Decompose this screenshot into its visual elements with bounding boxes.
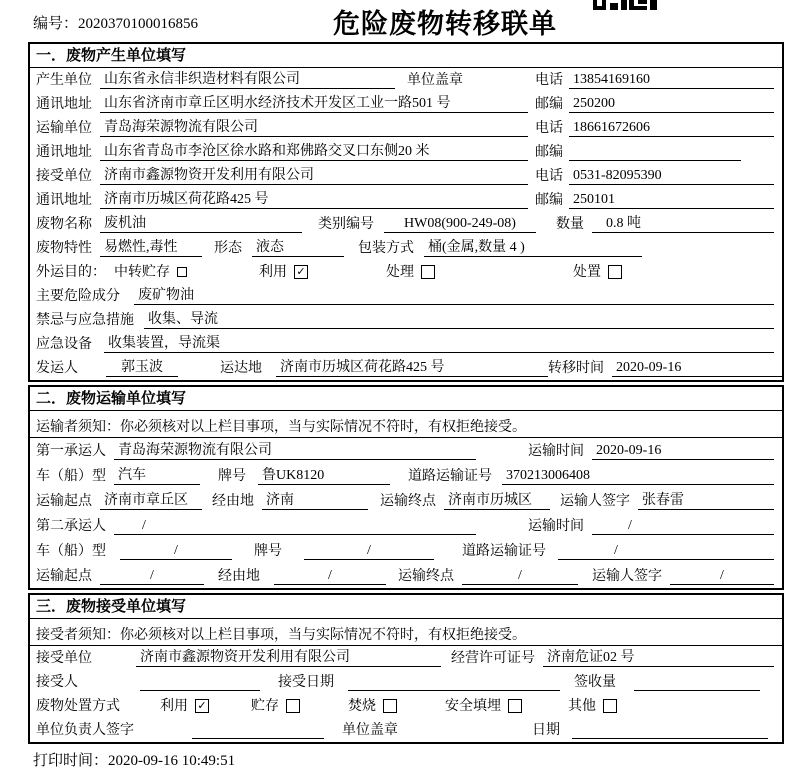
waste-form-label: 形态	[214, 241, 242, 256]
transport-address-value: 山东省青岛市李沧区徐水路和郑佛路交叉口东侧20 米	[100, 140, 528, 161]
route1-via-label: 经由地	[212, 494, 254, 509]
waste-pack-value: 桶(金属,数量 4 )	[424, 236, 642, 257]
route1-start-label: 运输起点	[36, 494, 92, 509]
route1-via-value: 济南	[262, 489, 368, 510]
transport-address-row	[30, 140, 782, 164]
transport-zip-value	[569, 145, 741, 161]
disposal-label: 废物处置方式	[36, 699, 120, 714]
carrier2-time-label: 运输时间	[528, 519, 584, 534]
route2-end-value: /	[462, 568, 578, 585]
serial-number-line	[33, 12, 198, 33]
section-3-title: 三．废物接受单位填写	[30, 595, 782, 619]
receive-zip-label: 邮编	[535, 193, 563, 208]
print-time-line	[33, 749, 235, 768]
checkbox-icon	[603, 699, 617, 713]
purpose-row	[30, 260, 782, 284]
receive-unit-value: 济南市鑫源物资开发利用有限公司	[100, 164, 528, 185]
vehicle2-type-value: /	[120, 543, 232, 560]
purpose-option-transfer-storage	[114, 261, 187, 281]
receive-unit-value-s3: 济南市鑫源物资开发利用有限公司	[136, 646, 441, 667]
receive-zip-value: 250101	[569, 192, 774, 209]
receive-address-value: 济南市历城区荷花路425 号	[100, 188, 528, 209]
vehicle1-type-value: 汽车	[114, 464, 200, 485]
vehicle1-plate-label: 牌号	[218, 469, 246, 484]
hazard-label: 主要危险成分	[36, 289, 120, 304]
producer-row	[30, 68, 782, 92]
carrier1-value: 青岛海荣源物流有限公司	[114, 439, 476, 460]
dispatch-row	[30, 356, 782, 380]
producer-value: 山东省永信非织造材料有限公司	[100, 68, 395, 89]
checkbox-icon	[177, 267, 187, 277]
purpose-option-label: 利用	[259, 265, 287, 280]
carrier2-time-value: /	[592, 518, 774, 535]
transport-phone-value: 18661672606	[569, 120, 774, 137]
equipment-row	[30, 332, 782, 356]
vehicle2-cert-label: 道路运输证号	[462, 544, 546, 559]
accept-date-value	[348, 675, 560, 691]
equipment-label: 应急设备	[36, 337, 92, 352]
unit-seal-label: 单位盖章	[407, 73, 463, 88]
route1-row	[30, 488, 782, 513]
carrier1-time-label: 运输时间	[528, 444, 584, 459]
seal-date-value	[572, 723, 768, 739]
waste-props-label: 废物特性	[36, 241, 92, 256]
waste-name-row	[30, 212, 782, 236]
sign-qty-value	[634, 675, 760, 691]
purpose-option-dispose	[573, 261, 622, 281]
disposal-option-label: 焚烧	[348, 699, 376, 714]
transport-unit-row	[30, 116, 782, 140]
producer-phone-label: 电话	[535, 73, 563, 88]
signature-row	[30, 718, 782, 742]
vehicle1-cert-value: 370213006408	[502, 468, 774, 485]
hazard-row	[30, 284, 782, 308]
checkbox-icon	[286, 699, 300, 713]
receive-unit-label: 接受单位	[36, 169, 92, 184]
transporter-notice: 运输者须知：你必须核对以上栏目事项，当与实际情况不符时，有权拒绝接受。	[30, 411, 782, 438]
carrier1-label: 第一承运人	[36, 444, 106, 459]
checkbox-icon	[421, 265, 435, 279]
checkbox-icon	[608, 265, 622, 279]
acceptor-value	[140, 675, 260, 691]
disposal-option-label: 安全填埋	[445, 699, 501, 714]
checkbox-icon	[508, 699, 522, 713]
route2-via-label: 经由地	[218, 569, 260, 584]
vehicle2-cert-value: /	[558, 543, 774, 560]
unit-seal-label-s3: 单位盖章	[342, 723, 398, 738]
disposal-row	[30, 694, 782, 718]
producer-address-label: 通讯地址	[36, 97, 92, 112]
carrier2-value: /	[114, 518, 476, 535]
transport-unit-label: 运输单位	[36, 121, 92, 136]
section-3-box	[28, 593, 784, 744]
vehicle2-type-label: 车（船）型	[36, 544, 106, 559]
form-body	[28, 42, 784, 744]
producer-phone-value: 13854169160	[569, 72, 774, 89]
disposal-option-label: 贮存	[251, 699, 279, 714]
route2-via-value: /	[274, 568, 386, 585]
section-2-box	[28, 385, 784, 590]
receive-unit-row-s3	[30, 646, 782, 670]
producer-label: 产生单位	[36, 73, 92, 88]
vehicle1-plate-value: 鲁UK8120	[258, 464, 390, 485]
disposal-option-utilize	[160, 695, 209, 715]
waste-name-value: 废机油	[100, 212, 302, 233]
checkbox-icon	[383, 699, 397, 713]
waste-qty-value: 0.8 吨	[592, 212, 774, 233]
section-2-title: 二．废物运输单位填写	[30, 387, 782, 411]
purpose-option-label: 处置	[573, 265, 601, 280]
disposal-option-label: 其他	[568, 699, 596, 714]
producer-address-row	[30, 92, 782, 116]
route2-row	[30, 563, 782, 588]
route2-sign-value: /	[670, 568, 774, 585]
waste-qty-label: 数量	[556, 217, 584, 232]
waste-code-value: HW08(900-249-08)	[384, 216, 536, 233]
vehicle1-type-label: 车（船）型	[36, 469, 106, 484]
transport-address-label: 通讯地址	[36, 145, 92, 160]
hazard-value: 废矿物油	[134, 284, 774, 305]
carrier2-label: 第二承运人	[36, 519, 106, 534]
receive-unit-label-s3: 接受单位	[36, 651, 92, 666]
carrier1-time-value: 2020-09-16	[592, 443, 774, 460]
route2-end-label: 运输终点	[398, 569, 454, 584]
carrier2-row	[30, 513, 782, 538]
checkbox-checked-icon: ✓	[294, 265, 308, 279]
emergency-value: 收集、导流	[144, 308, 774, 329]
route1-end-value: 济南市历城区	[444, 489, 550, 510]
vehicle2-plate-value: /	[304, 543, 434, 560]
sign-qty-label: 签收量	[574, 675, 616, 690]
destination-value: 济南市历城区荷花路425 号	[276, 356, 548, 377]
route2-sign-label: 运输人签字	[592, 569, 662, 584]
transport-zip-label: 邮编	[535, 145, 563, 160]
purpose-option-label: 中转贮存	[114, 265, 170, 280]
qr-code-fragment	[593, 0, 661, 11]
transport-phone-label: 电话	[535, 121, 563, 136]
route2-start-label: 运输起点	[36, 569, 92, 584]
receive-address-row	[30, 188, 782, 212]
acceptor-row	[30, 670, 782, 694]
print-time-label: 打印时间：	[33, 753, 109, 768]
vehicle2-plate-label: 牌号	[254, 544, 282, 559]
serial-label: 编号：	[33, 16, 79, 32]
equipment-value: 收集装置，导流渠	[104, 332, 774, 353]
waste-name-label: 废物名称	[36, 217, 92, 232]
receive-phone-value: 0531-82095390	[569, 168, 774, 185]
carrier1-row	[30, 438, 782, 463]
waste-pack-label: 包装方式	[358, 241, 414, 256]
waste-props-value: 易燃性,毒性	[100, 236, 202, 257]
disposal-option-other	[568, 695, 617, 715]
producer-address-value: 山东省济南市章丘区明水经济技术开发区工业一路501 号	[100, 92, 528, 113]
checkbox-checked-icon: ✓	[195, 699, 209, 713]
purpose-option-treat	[386, 261, 435, 281]
responsible-sign-value	[192, 723, 324, 739]
vehicle1-cert-label: 道路运输证号	[408, 469, 492, 484]
route1-start-value: 济南市章丘区	[100, 489, 202, 510]
route1-end-label: 运输终点	[380, 494, 436, 509]
section-1-box	[28, 42, 784, 382]
waste-props-row	[30, 236, 782, 260]
receive-address-label: 通讯地址	[36, 193, 92, 208]
vehicle1-row	[30, 463, 782, 488]
disposal-option-label: 利用	[160, 699, 188, 714]
print-time-value: 2020-09-16 10:49:51	[108, 753, 236, 768]
transport-unit-value: 青岛海荣源物流有限公司	[100, 116, 528, 137]
transfer-time-value: 2020-09-16	[612, 360, 784, 377]
purpose-label: 外运目的：	[36, 265, 106, 280]
route1-sign-label: 运输人签字	[560, 494, 630, 509]
dispatcher-label: 发运人	[36, 361, 78, 376]
purpose-option-label: 处理	[386, 265, 414, 280]
receive-phone-label: 电话	[535, 169, 563, 184]
route2-start-value: /	[100, 568, 204, 585]
producer-zip-value: 250200	[569, 96, 774, 113]
purpose-option-utilize	[259, 261, 308, 281]
acceptor-label: 接受人	[36, 675, 78, 690]
accept-date-label: 接受日期	[278, 675, 334, 690]
emergency-row	[30, 308, 782, 332]
page-title: 危险废物转移联单	[333, 9, 557, 39]
waste-form-value: 液态	[252, 236, 344, 257]
destination-label: 运达地	[220, 361, 262, 376]
disposal-option-store	[251, 695, 300, 715]
producer-zip-label: 邮编	[535, 97, 563, 112]
waste-code-label: 类别编号	[318, 217, 374, 232]
serial-number: 2020370100016856	[78, 16, 199, 32]
section-1-title: 一．废物产生单位填写	[30, 44, 782, 68]
license-label: 经营许可证号	[451, 651, 535, 666]
receiver-notice: 接受者须知：你必须核对以上栏目事项，当与实际情况不符时，有权拒绝接受。	[30, 619, 782, 646]
emergency-label: 禁忌与应急措施	[36, 313, 134, 328]
disposal-option-incinerate	[348, 695, 397, 715]
responsible-sign-label: 单位负责人签字	[36, 723, 134, 738]
disposal-option-landfill	[445, 695, 522, 715]
vehicle2-row	[30, 538, 782, 563]
license-value: 济南危证02 号	[543, 646, 774, 667]
receive-unit-row	[30, 164, 782, 188]
seal-date-label: 日期	[532, 723, 560, 738]
transfer-time-label: 转移时间	[548, 361, 604, 376]
route1-sign-value: 张春雷	[638, 489, 774, 510]
dispatcher-value: 郭玉波	[106, 356, 178, 377]
